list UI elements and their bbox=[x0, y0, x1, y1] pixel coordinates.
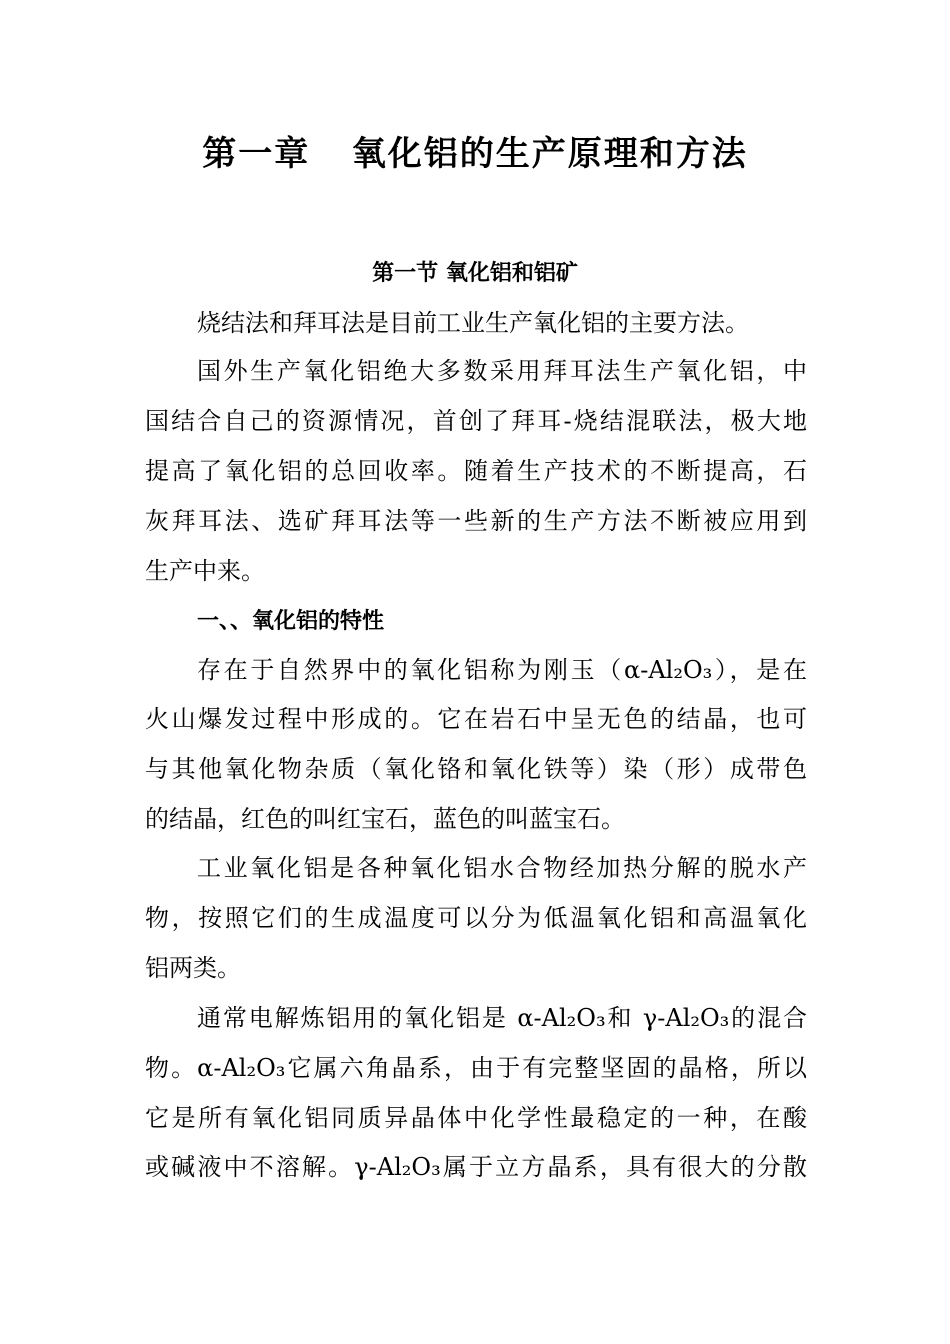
chapter-title: 第一章 氧化铝的生产原理和方法 bbox=[202, 134, 748, 174]
paragraph-line: 与其他氧化物杂质（氧化铬和氧化铁等）染（形）成带色 bbox=[145, 755, 807, 783]
paragraph-line: 物，按照它们的生成温度可以分为低温氧化铝和高温氧化 bbox=[145, 904, 807, 932]
section-title: 第一节 氧化铝和铝矿 bbox=[372, 261, 578, 286]
paragraph-line: 国结合自己的资源情况，首创了拜耳-烧结混联法，极大地 bbox=[145, 407, 807, 435]
subsection-heading: 一、、氧化铝的特性 bbox=[197, 609, 385, 634]
paragraph-line: 的结晶，红色的叫红宝石，蓝色的叫蓝宝石。 bbox=[145, 805, 625, 833]
paragraph-line: 生产中来。 bbox=[145, 557, 265, 585]
paragraph-line: 或碱液中不溶解。γ-Al₂O₃属于立方晶系，具有很大的分散 bbox=[145, 1153, 807, 1181]
paragraph-line: 国外生产氧化铝绝大多数采用拜耳法生产氧化铝，中 bbox=[197, 357, 807, 385]
paragraph-line: 烧结法和拜耳法是目前工业生产氧化铝的主要方法。 bbox=[197, 309, 749, 337]
paragraph-line: 铝两类。 bbox=[145, 954, 241, 982]
paragraph-line: 它是所有氧化铝同质异晶体中化学性最稳定的一种，在酸 bbox=[145, 1104, 807, 1132]
paragraph-line: 火山爆发过程中形成的。它在岩石中呈无色的结晶，也可 bbox=[145, 705, 807, 733]
paragraph-line: 灰拜耳法、选矿拜耳法等一些新的生产方法不断被应用到 bbox=[145, 507, 807, 535]
paragraph-line: 提高了氧化铝的总回收率。随着生产技术的不断提高，石 bbox=[145, 457, 807, 485]
paragraph-line: 物。α-Al₂O₃它属六角晶系，由于有完整坚固的晶格，所以 bbox=[145, 1054, 807, 1082]
paragraph-line: 存在于自然界中的氧化铝称为刚玉（α-Al₂O₃），是在 bbox=[197, 656, 807, 684]
paragraph-line: 通常电解炼铝用的氧化铝是 α-Al₂O₃和 γ-Al₂O₃的混合 bbox=[197, 1004, 807, 1032]
paragraph-line: 工业氧化铝是各种氧化铝水合物经加热分解的脱水产 bbox=[197, 854, 807, 882]
